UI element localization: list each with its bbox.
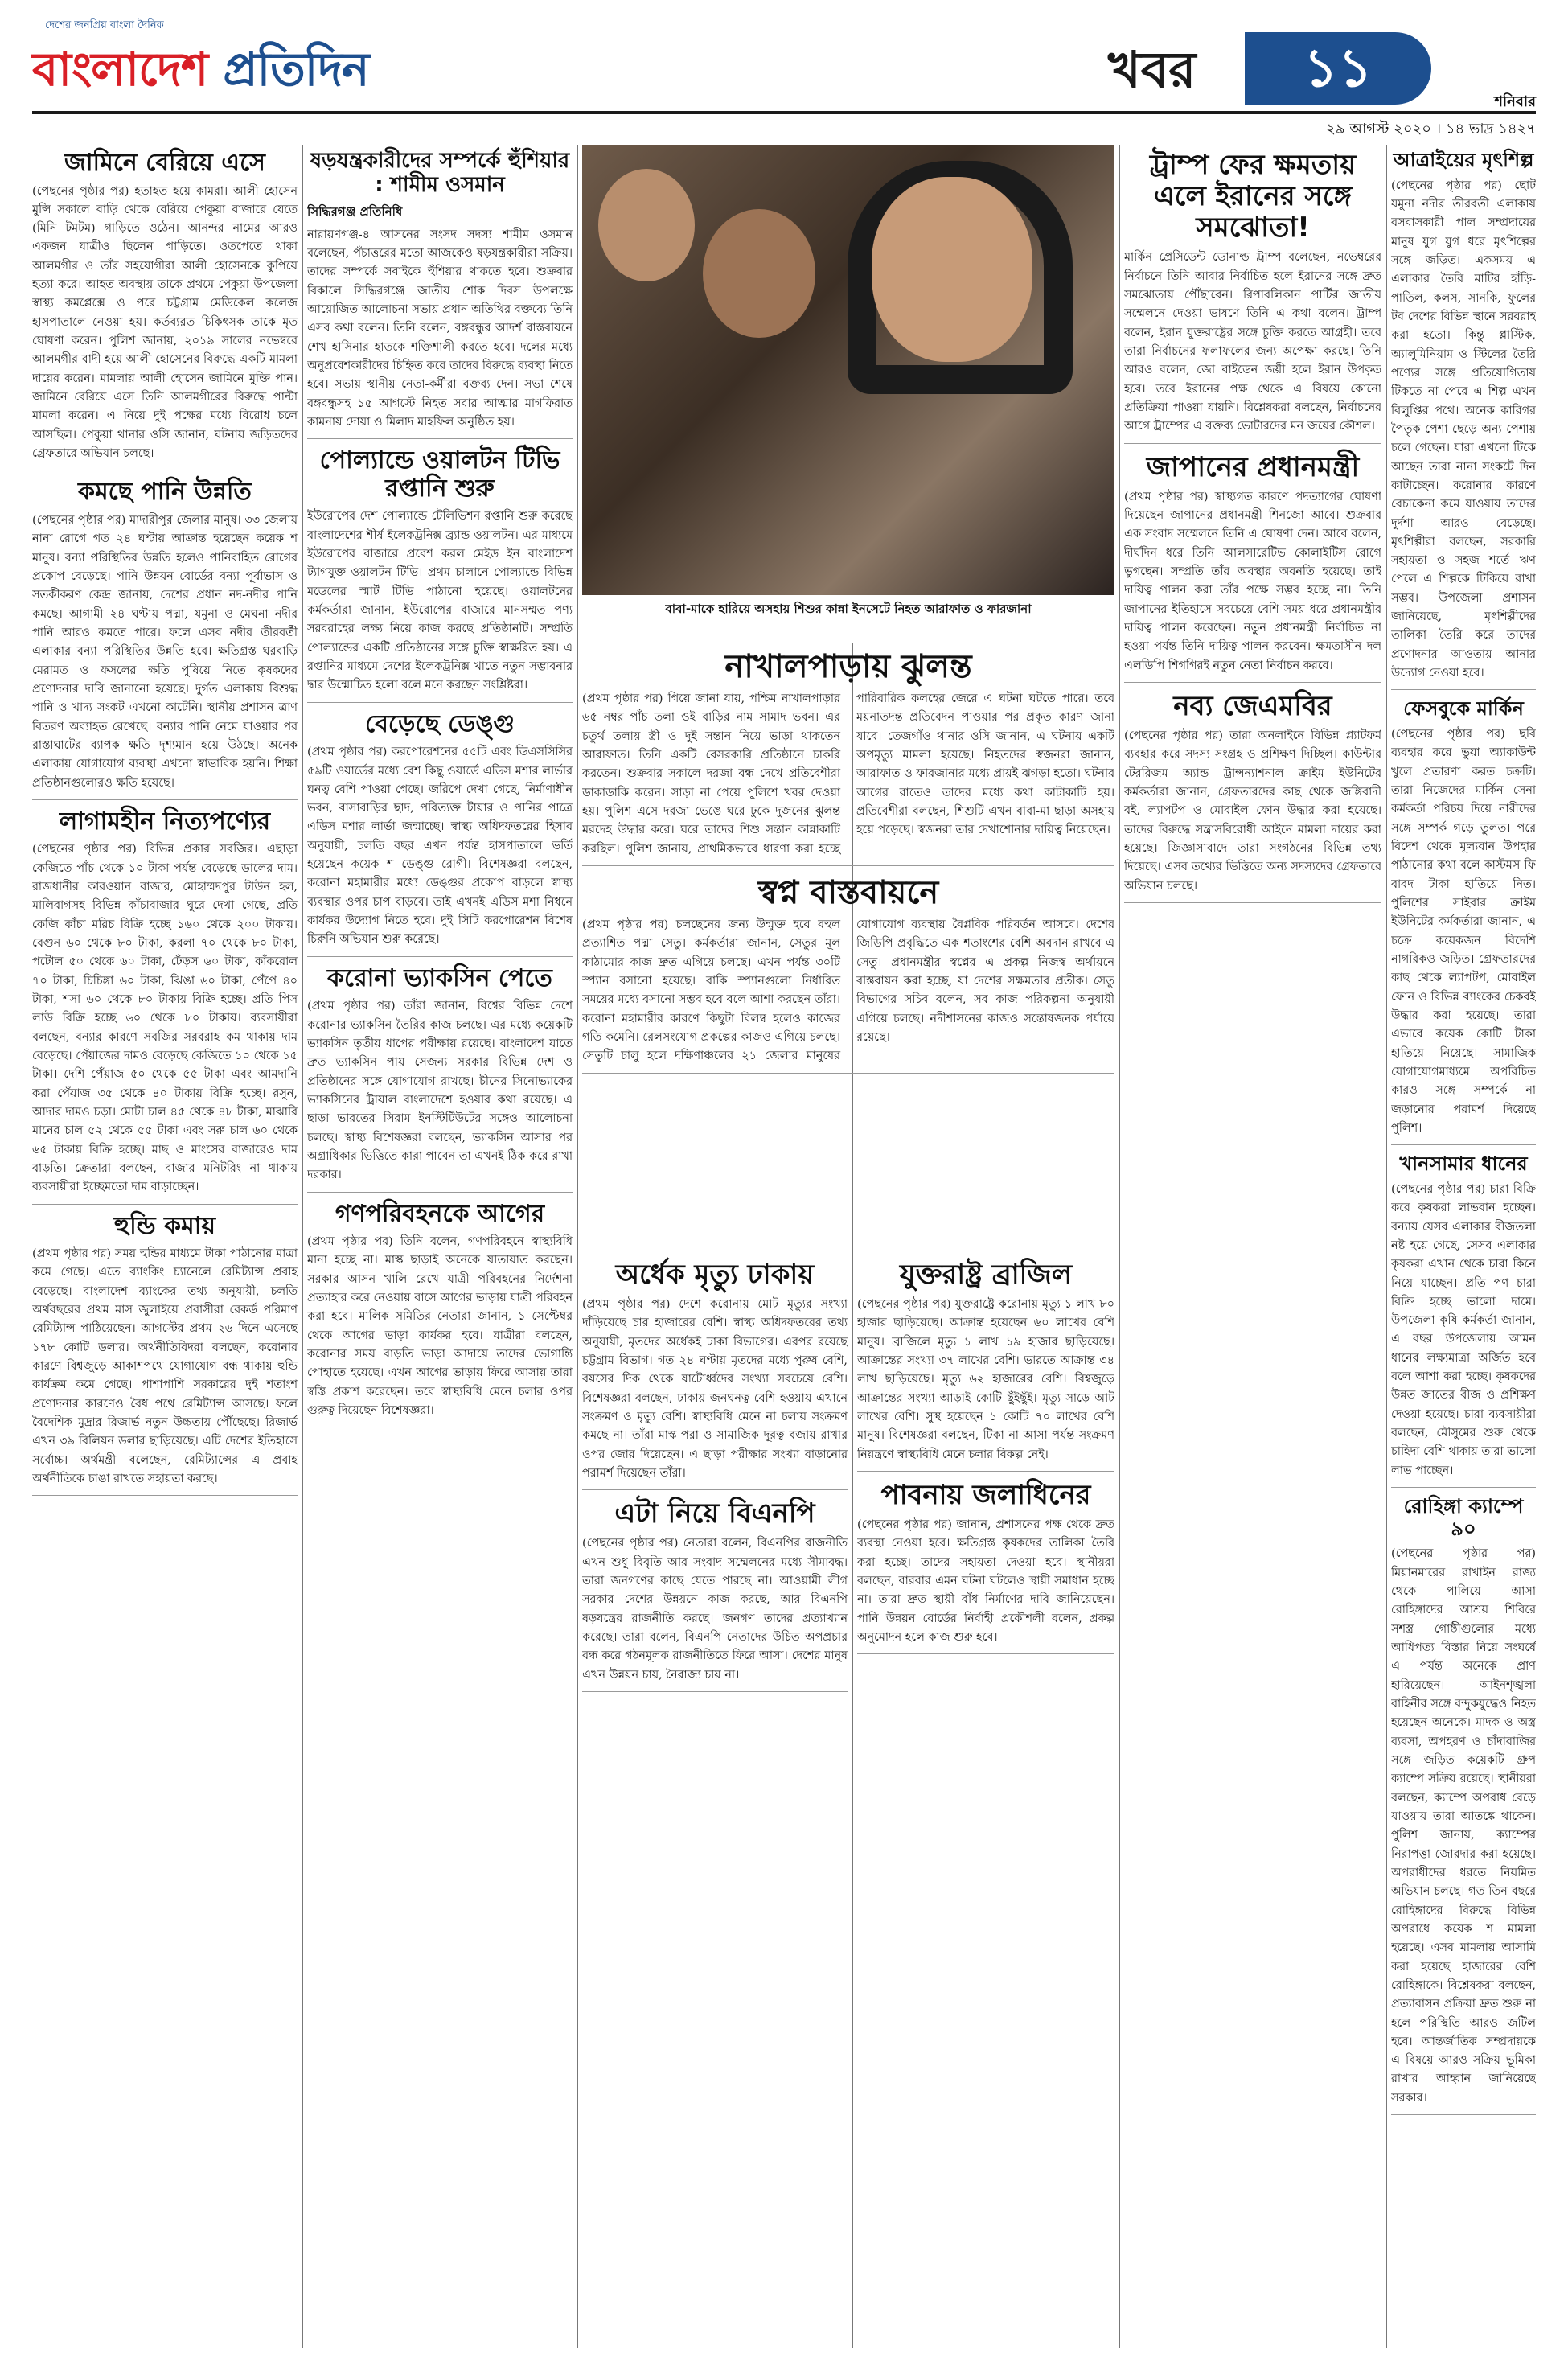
story-body: (প্রথম পৃষ্ঠার পর) করপোরেশনের ৫৫টি এবং ডিএসসিসির ৫৯টি ওয়ার্ডের মধ্যে বেশ কিছু ওয়ার্ডে এডিস মশার লার্ভার ঘনত্ব বেশি পাওয়া গেছে। জরিপে দেখা গেছে, নির্মাণাধীন ভবন, বাসাবাড়ির ছাদ, পরিত্যক্ত টায়ার ও পানির পাত্রে এডিস মশার লার্ভা জন্মাচ্ছে। স্বাস্থ্য অধিদফতরের হিসাব অনুযায়ী, চলতি বছর এখন পর্যন্ত হাসপাতালে ভর্তি হয়েছেন কয়েক শ ডেঙ্গু রোগী। বিশেষজ্ঞরা বলছেন, করোনা মহামারীর মধ্যে ডেঙ্গুর প্রকোপ বাড়লে স্বাস্থ্য ব্যবস্থার ওপর চাপ বাড়বে। তাই এখনই এডিস মশা নিধনে কার্যকর উদ্যোগ নিতে হবে। দুই সিটি করপোরেশন বিশেষ চিরুনি অভিযান শুরু করেছে। [307, 745, 573, 947]
section-label: খবর [1108, 40, 1197, 99]
page-number-badge: ১১ [1245, 32, 1431, 105]
story-trump[interactable] [1124, 150, 1381, 444]
story-poland[interactable] [307, 447, 573, 702]
photo-face-father [598, 169, 695, 281]
story-hundi[interactable] [32, 1213, 298, 1497]
nakhal-block [582, 643, 1114, 1255]
story-headline: পাবনায় জলাধিনের [880, 1479, 1091, 1512]
story-headline: যুক্তরাষ্ট্র ব্রাজিল [899, 1259, 1073, 1291]
story-headline: অর্ধেক মৃত্যু ঢাকায় [615, 1259, 815, 1291]
story-nobyo[interactable] [1124, 691, 1381, 903]
story-body: (প্রথম পৃষ্ঠার পর) স্বাস্থ্যগত কারণে পদত্যাগের ঘোষণা দিয়েছেন জাপানের প্রধানমন্ত্রী শিনজো আবে। শুক্রবার এক সংবাদ সম্মেলনে তিনি এ ঘোষণা দেন। আবে বলেন, দীর্ঘদিন ধরে তিনি আলসারেটিভ কোলাইটিস রোগে ভুগছেন। সম্প্রতি তাঁর অবস্থার অবনতি হয়েছে। তাই দায়িত্ব পালন করা তাঁর পক্ষে সম্ভব হচ্ছে না। তিনি জাপানের ইতিহাসে সবচেয়ে বেশি সময় ধরে প্রধানমন্ত্রীর দায়িত্ব পালন করেছেন। নতুন প্রধানমন্ত্রী নির্বাচিত না হওয়া পর্যন্ত তিনি দায়িত্ব পালন করবেন। ক্ষমতাসীন দল এলডিপি শিগগিরই নতুন নেতা নির্বাচন করবে। [1124, 490, 1381, 672]
column-6 [1391, 145, 1536, 2356]
story-body: (পেছনের পৃষ্ঠার পর) যুক্তরাষ্ট্রে করোনায় মৃত্যু ১ লাখ ৮০ হাজার ছাড়িয়েছে। আক্রান্ত হয়েছেন ৬০ লাখের বেশি মানুষ। ব্রাজিলে মৃত্যু ১ লাখ ১৯ হাজার ছাড়িয়েছে। আক্রান্তের সংখ্যা ৩৭ লাখের বেশি। ভারতে আক্রান্ত ৩৪ লাখ ছাড়িয়েছে। মৃত্যু ৬২ হাজারের বেশি। বিশ্বজুড়ে আক্রান্তের সংখ্যা আড়াই কোটি ছুঁইছুঁই। মৃত্যু সাড়ে আট লাখের বেশি। সুস্থ হয়েছেন ১ কোটি ৭০ লাখের বেশি মানুষ। বিশেষজ্ঞরা বলছেন, টিকা না আসা পর্যন্ত সংক্রমণ নিয়ন্ত্রণে স্বাস্থ্যবিধি মেনে চলার বিকল্প নেই। [857, 1298, 1114, 1461]
newspaper-logo[interactable] [32, 18, 378, 138]
story-body: (প্রথম পৃষ্ঠার পর) গিয়ে জানা যায়, পশ্চিম নাখালপাড়ার ৬৫ নম্বর পাঁচ তলা ওই বাড়ির নাম সামাদ ভবন। এর চতুর্থ তলায় স্ত্রী ও দুই সন্তান নিয়ে ভাড়া থাকতেন আরাফাত। তিনি একটি বেসরকারি প্রতিষ্ঠানে চাকরি করতেন। শুক্রবার সকালে দরজা বন্ধ দেখে প্রতিবেশীরা ডাকাডাকি করেন। সাড়া না পেয়ে পুলিশে খবর দেওয়া হয়। পুলিশ এসে দরজা ভেঙে ঘরে ঢুকে দুজনের ঝুলন্ত মরদেহ উদ্ধার করে। ঘরে তাদের শিশু সন্তান কান্নাকাটি করছিল। পুলিশ জানায়, প্রাথমিকভাবে ধারণা করা হচ্ছে পারিবারিক কলহের জেরে এ ঘটনা ঘটতে পারে। তবে ময়নাতদন্ত প্রতিবেদন পাওয়ার পর প্রকৃত কারণ জানা যাবে। তেজগাঁও থানার ওসি জানান, এ ঘটনায় একটি অপমৃত্যু মামলা হয়েছে। নিহতদের স্বজনরা জানান, আরাফাত ও ফারজানার মধ্যে প্রায়ই ঝগড়া হতো। ঘটনার আগের রাতেও তাদের মধ্যে কথা কাটাকাটি হয়। প্রতিবেশীরা বলছেন, শিশুটি এখন বাবা-মা ছাড়া অসহায় হয়ে পড়েছে। স্বজনরা তার দেখাশোনার দায়িত্ব নিয়েছেন। [582, 692, 1114, 856]
story-body: (পেছনের পৃষ্ঠার পর) ছোট যমুনা নদীর তীরবর্তী এলাকায় বসবাসকারী পাল সম্প্রদায়ের মানুষ যুগ যুগ ধরে মৃৎশিল্পের সঙ্গে জড়িত। একসময় এ এলাকার তৈরি মাটির হাঁড়ি-পাতিল, কলস, সানকি, ফুলের টব দেশের বিভিন্ন স্থানে সরবরাহ করা হতো। কিন্তু প্লাস্টিক, অ্যালুমিনিয়াম ও স্টিলের তৈরি পণ্যের সঙ্গে প্রতিযোগিতায় টিকতে না পেরে এ শিল্প এখন বিলুপ্তির পথে। অনেক কারিগর পৈতৃক পেশা ছেড়ে অন্য পেশায় চলে গেছেন। যারা এখনো টিকে আছেন তারা নানা সংকটে দিন কাটাচ্ছেন। করোনার কারণে বেচাকেনা কমে যাওয়ায় তাদের দুর্দশা আরও বেড়েছে। মৃৎশিল্পীরা বলছেন, সরকারি সহায়তা ও সহজ শর্তে ঋণ পেলে এ শিল্পকে টিকিয়ে রাখা সম্ভব। উপজেলা প্রশাসন জানিয়েছে, মৃৎশিল্পীদের তালিকা তৈরি করে তাদের প্রণোদনার আওতায় আনার উদ্যোগ নেওয়া হবে। [1391, 179, 1536, 680]
story-headline: জামিনে বেরিয়ে এসে [64, 149, 265, 177]
logo-wordmark [32, 34, 368, 112]
story-headline: রোহিঙ্গা ক্যাম্পে ৯০ [1403, 1495, 1524, 1540]
story-japan[interactable] [1124, 452, 1381, 683]
story-body: (পেছনের পৃষ্ঠার পর) বিভিন্ন প্রকার সবজির। এছাড়া কেজিতে পাঁচ থেকে ১০ টাকা পর্যন্ত বেড়েছে ডালের দাম। রাজধানীর কারওয়ান বাজার, মোহাম্মদপুর টাউন হল, মালিবাগসহ বিভিন্ন কাঁচাবাজার ঘুরে দেখা গেছে, প্রতি কেজি কাঁচা মরিচ বিক্রি হচ্ছে ১৬০ থেকে ২০০ টাকায়। বেগুন ৬০ থেকে ৮০ টাকা, করলা ৭০ থেকে ৮০ টাকা, পটোল ৫০ থেকে ৬০ টাকা, ঢেঁড়স ৬০ টাকা, কাঁকরোল ৭০ টাকা, চিচিঙ্গা ৬০ টাকা, ঝিঙা ৬০ টাকা, পেঁপে ৪০ টাকা, শসা ৬০ থেকে ৮০ টাকায় বিক্রি হচ্ছে। প্রতি পিস লাউ বিক্রি হচ্ছে ৬০ থেকে ৮০ টাকায়। ব্যবসায়ীরা বলছেন, বন্যার কারণে সবজির সরবরাহ কম থাকায় দাম বেড়েছে। পেঁয়াজের দামও বেড়েছে কেজিতে ১০ থেকে ১৫ টাকা। দেশি পেঁয়াজ ৫০ থেকে ৫৫ টাকা এবং আমদানি করা পেঁয়াজ ৩৫ থেকে ৪০ টাকায় বিক্রি হচ্ছে। রসুন, আদার দামও চড়া। মোটা চাল ৪৫ থেকে ৪৮ টাকা, মাঝারি মানের চাল ৫২ থেকে ৫৫ টাকা এবং সরু চাল ৬০ থেকে ৬৫ টাকায় বিক্রি হচ্ছে। মাছ ও মাংসের বাজারেও দাম বাড়তি। ক্রেতারা বলছেন, বাজার মনিটরিং না থাকায় ব্যবসায়ীরা ইচ্ছেমতো দাম বাড়াচ্ছেন। [32, 843, 298, 1194]
column-3 [582, 1255, 848, 2356]
story-headline: লাগামহীন নিত্যপণ্যের [59, 807, 271, 836]
issue-day: শনিবার [1494, 93, 1536, 110]
story-body: (প্রথম পৃষ্ঠার পর) চলছেনের জন্য উন্মুক্ত হবে বহুল প্রত্যাশিত পদ্মা সেতু। কর্মকর্তারা জানান, সেতুর মূল কাঠামোর কাজ দ্রুত এগিয়ে চলছে। এখন পর্যন্ত ৩০টি স্প্যান বসানো হয়েছে। বাকি স্প্যানগুলো নির্ধারিত সময়ের মধ্যে বসানো সম্ভব হবে বলে আশা করছেন তাঁরা। করোনা মহামারীর কারণে কিছুটা বিলম্ব হলেও কাজের গতি কমেনি। রেলসংযোগ প্রকল্পের কাজও এগিয়ে চলছে। সেতুটি চালু হলে দক্ষিণাঞ্চলের ২১ জেলার মানুষের যোগাযোগ ব্যবস্থায় বৈপ্লবিক পরিবর্তন আসবে। দেশের জিডিপি প্রবৃদ্ধিতে এক শতাংশের বেশি অবদান রাখবে এ সেতু। প্রধানমন্ত্রীর স্বপ্নের এ প্রকল্প নিজস্ব অর্থায়নে বাস্তবায়ন করা হচ্ছে, যা দেশের সক্ষমতার প্রতীক। সেতু বিভাগের সচিব বলেন, সব কাজ পরিকল্পনা অনুযায়ী এগিয়ে চলছে। নদীশাসনের কাজও সন্তোষজনক পর্যায়ে রয়েছে। [582, 918, 1114, 1063]
story-body: (পেছনের পৃষ্ঠার পর) ছবি ব্যবহার করে ভুয়া অ্যাকাউন্ট খুলে প্রতারণা করত চক্রটি। তারা নিজেদের মার্কিন সেনা কর্মকর্তা পরিচয় দিয়ে নারীদের সঙ্গে সম্পর্ক গড়ে তুলত। পরে বিদেশ থেকে মূল্যবান উপহার পাঠানোর কথা বলে কাস্টমস ফি বাবদ টাকা হাতিয়ে নিত। পুলিশের সাইবার ক্রাইম ইউনিটের কর্মকর্তারা জানান, এ চক্রে কয়েকজন বিদেশি নাগরিকও জড়িত। গ্রেফতারদের কাছ থেকে ল্যাপটপ, মোবাইল ফোন ও বিভিন্ন ব্যাংকের চেকবই উদ্ধার করা হয়েছে। তারা এভাবে কয়েক কোটি টাকা হাতিয়ে নিয়েছে। সামাজিক যোগাযোগমাধ্যমে অপরিচিত কারও সঙ্গে সম্পর্কে না জড়ানোর পরামর্শ দিয়েছে পুলিশ। [1391, 728, 1536, 1135]
photo-caption: বাবা-মাকে হারিয়ে অসহায় শিশুর কান্না ইনসেটে নিহত আরাফাত ও ফারজানা [665, 602, 1032, 616]
story-headline: স্বপ্ন বাস্তবায়নে [757, 873, 939, 911]
story-ordhek[interactable] [582, 1259, 848, 1490]
column-4 [857, 1255, 1114, 2356]
story-headline: পোল্যান্ডে ওয়ালটন টিভি রপ্তানি শুরু [319, 446, 560, 503]
column-divider [302, 145, 303, 2348]
story-brazil[interactable] [857, 1259, 1114, 1472]
story-body: (পেছনের পৃষ্ঠার পর) মিয়ানমারের রাখাইন রাজ্য থেকে পালিয়ে আসা রোহিঙ্গাদের আশ্রয় শিবিরে সশস্ত্র গোষ্ঠীগুলোর মধ্যে আধিপত্য বিস্তার নিয়ে সংঘর্ষে এ পর্যন্ত অনেকে প্রাণ হারিয়েছেন। আইনশৃঙ্খলা বাহিনীর সঙ্গে বন্দুকযুদ্ধেও নিহত হয়েছেন অনেকে। মাদক ও অস্ত্র ব্যবসা, অপহরণ ও চাঁদাবাজির সঙ্গে জড়িত কয়েকটি গ্রুপ ক্যাম্পে সক্রিয় রয়েছে। স্থানীয়রা বলছেন, ক্যাম্পে অপরাধ বেড়ে যাওয়ায় তারা আতঙ্কে থাকেন। পুলিশ জানায়, ক্যাম্পের নিরাপত্তা জোরদার করা হয়েছে। অপরাধীদের ধরতে নিয়মিত অভিযান চলছে। গত তিন বছরে রোহিঙ্গাদের বিরুদ্ধে বিভিন্ন অপরাধে কয়েক শ মামলা হয়েছে। এসব মামলায় আসামি করা হয়েছে হাজারের বেশি রোহিঙ্গাকে। বিশ্লেষকরা বলছেন, প্রত্যাবাসন প্রক্রিয়া দ্রুত শুরু না হলে পরিস্থিতি আরও জটিল হবে। আন্তর্জাতিক সম্প্রদায়কে এ বিষয়ে আরও সক্রিয় ভূমিকা রাখার আহ্বান জানিয়েছে সরকার। [1391, 1547, 1536, 2105]
photo-face-mother [703, 209, 815, 338]
masthead [0, 0, 1568, 145]
story-body: (পেছনের পৃষ্ঠার পর) হতাহত হয়ে কামরা। আলী হোসেন মুন্সি সকালে বাড়ি থেকে বেরিয়ে পেকুয়া বাজারে যেতে (মিনি টমটম) গাড়িতে ওঠেন। আনন্দর নামের আরও একজন যাত্রীও ছিলেন গাড়িতে। ওতপেতে থাকা আলমগীর ও তাঁর সহযোগীরা আলী হোসেনকে কুপিয়ে হত্যা করে। আহত অবস্থায় তাকে প্রথমে পেকুয়া উপজেলা স্বাস্থ্য কমপ্লেক্সে ও পরে চট্টগ্রাম মেডিকেল কলেজ হাসপাতালে নেওয়া হয়। কর্তব্যরত চিকিৎসক তাকে মৃত ঘোষণা করেন। পুলিশ জানায়, ২০১৯ সালের নভেম্বরে আলমগীর বাদী হয়ে আলী হোসেনের বিরুদ্ধে একটি মামলা দায়ের করেন। মামলায় আলী হোসেন জামিনে মুক্তি পান। জামিনে বেরিয়ে এসে তিনি আলমগীরের বিরুদ্ধে পাল্টা মামলা করেন। এ নিয়ে দুই পক্ষের মধ্যে বিরোধ চলে আসছিল। পেকুয়া থানার ওসি জানান, ঘটনায় জড়িতদের গ্রেফতারে অভিযান চলছে। [32, 184, 298, 461]
masthead-rule [32, 111, 1536, 114]
story-body: ইউরোপের দেশ পোল্যান্ডে টেলিভিশন রপ্তানি শুরু করেছে বাংলাদেশের শীর্ষ ইলেকট্রনিক্স ব্র্যান্ড ওয়ালটন। এর মাধ্যমে ইউরোপের বাজারে প্রবেশ করল মেইড ইন বাংলাদেশ ট্যাগযুক্ত ওয়ালটন টিভি। প্রথম চালানে পোল্যান্ডে বিভিন্ন মডেলের স্মার্ট টিভি পাঠানো হয়েছে। ওয়ালটনের কর্মকর্তারা জানান, ইউরোপের বাজারে মানসম্মত পণ্য সরবরাহের লক্ষ্য নিয়ে কাজ করছে প্রতিষ্ঠানটি। সম্প্রতি পোল্যান্ডের একটি প্রতিষ্ঠানের সঙ্গে চুক্তি স্বাক্ষরিত হয়। এ রপ্তানির মাধ্যমে দেশের ইলেকট্রনিক্স খাতে নতুন সম্ভাবনার দ্বার উন্মোচিত হলো বলে মনে করছেন সংশ্লিষ্টরা। [307, 510, 573, 692]
news-photo[interactable] [582, 145, 1114, 595]
story-headline: নাখালপাড়ায় ঝুলন্ত [724, 648, 972, 685]
story-body: নারায়ণগঞ্জ-৪ আসনের সংসদ সদস্য শামীম ওসমান বলেছেন, পঁচাত্তরের মতো আজকেও ষড়যন্ত্রকারীরা সক্রিয়। তাদের সম্পর্কে সবাইকে হুঁশিয়ার থাকতে হবে। শুক্রবার বিকালে সিদ্ধিরগঞ্জে জাতীয় শোক দিবস উপলক্ষে আয়োজিত আলোচনা সভায় প্রধান অতিথির বক্তব্যে তিনি এসব কথা বলেন। তিনি বলেন, বঙ্গবন্ধুর আদর্শ বাস্তবায়নে শেখ হাসিনার হাতকে শক্তিশালী করতে হবে। দলের মধ্যে অনুপ্রবেশকারীদের চিহ্নিত করে তাদের বিরুদ্ধে ব্যবস্থা নিতে হবে। সভায় স্থানীয় নেতা-কর্মীরা বক্তব্য দেন। সভা শেষে বঙ্গবন্ধুসহ ১৫ আগস্টে নিহত সবার আত্মার মাগফিরাত কামনায় দোয়া ও মিলাদ মাহফিল অনুষ্ঠিত হয়। [307, 228, 573, 429]
story-headline: ষড়যন্ত্রকারীদের সম্পর্কে হুঁশিয়ার : শামীম ওসমান [310, 149, 570, 197]
story-atrai[interactable] [1391, 150, 1536, 690]
story-facebook[interactable] [1391, 698, 1536, 1145]
story-body: (প্রথম পৃষ্ঠার পর) সময় হুন্ডির মাধ্যমে টাকা পাঠানোর মাত্রা কমে গেছে। এতে ব্যাংকিং চ্যানেলে রেমিট্যান্স প্রবাহ বেড়েছে। বাংলাদেশ ব্যাংকের তথ্য অনুযায়ী, চলতি অর্থবছরের প্রথম মাস জুলাইয়ে প্রবাসীরা রেকর্ড পরিমাণ রেমিট্যান্স পাঠিয়েছেন। আগস্টের প্রথম ২৬ দিনে এসেছে ১৭৮ কোটি ডলার। অর্থনীতিবিদরা বলছেন, করোনার কারণে বিশ্বজুড়ে আকাশপথে যোগাযোগ বন্ধ থাকায় হুন্ডি কার্যক্রম কমে গেছে। পাশাপাশি সরকারের দুই শতাংশ প্রণোদনার কারণেও বৈধ পথে রেমিট্যান্স আসছে। ফলে বৈদেশিক মুদ্রার রিজার্ভ নতুন উচ্চতায় পৌঁছেছে। রিজার্ভ এখন ৩৯ বিলিয়ন ডলার ছাড়িয়েছে। এটি দেশের ইতিহাসে সর্বোচ্চ। অর্থমন্ত্রী বলেছেন, রেমিট্যান্সের এ প্রবাহ অর্থনীতিকে চাঙা রাখতে সহায়তা করছে। [32, 1247, 298, 1486]
story-body: (পেছনের পৃষ্ঠার পর) জানান, প্রশাসনের পক্ষ থেকে দ্রুত ব্যবস্থা নেওয়া হবে। ক্ষতিগ্রস্ত কৃষকদের তালিকা তৈরি করা হচ্ছে। তাদের সহায়তা দেওয়া হবে। স্থানীয়রা বলছেন, বারবার এমন ঘটনা ঘটলেও স্থায়ী সমাধান হচ্ছে না। তারা দ্রুত স্থায়ী বাঁধ নির্মাণের দাবি জানিয়েছেন। পানি উন্নয়ন বোর্ডের নির্বাহী প্রকৌশলী বলেন, প্রকল্প অনুমোদন হলে কাজ শুরু হবে। [857, 1518, 1114, 1645]
story-shamim[interactable] [307, 150, 573, 439]
story-komche[interactable] [32, 478, 298, 799]
story-headline: বেড়েছে ডেঙ্গু [365, 709, 515, 738]
story-vaccine[interactable] [307, 965, 573, 1193]
story-body: মার্কিন প্রেসিডেন্ট ডোনাল্ড ট্রাম্প বলেছেন, নভেম্বরের নির্বাচনে তিনি আবার নির্বাচিত হলে ইরানের সঙ্গে দ্রুত সমঝোতায় পৌঁছাবেন। রিপাবলিকান পার্টির জাতীয় সম্মেলনে দেওয়া ভাষণে তিনি এ কথা বলেন। ট্রাম্প বলেন, ইরান যুক্তরাষ্ট্রের সঙ্গে চুক্তি করতে আগ্রহী। তবে তারা নির্বাচনের ফলাফলের জন্য অপেক্ষা করছে। তিনি আরও বলেন, জো বাইডেন জয়ী হলে ইরান উপকৃত হবে। তবে ইরানের পক্ষ থেকে এ বিষয়ে কোনো প্রতিক্রিয়া পাওয়া যায়নি। বিশ্লেষকরা বলছেন, নির্বাচনের আগে ট্রাম্পের এ বক্তব্য ভোটারদের মন জয়ের কৌশল। [1124, 251, 1381, 433]
column-divider [1386, 145, 1387, 2348]
story-khansama[interactable] [1391, 1153, 1536, 1488]
photo-block [582, 145, 1114, 635]
column-2 [307, 145, 573, 2356]
story-body: (পেছনের পৃষ্ঠার পর) চারা বিক্রি করে কৃষকরা লাভবান হচ্ছেন। বন্যায় যেসব এলাকার বীজতলা নষ্ট হয়ে গেছে, সেসব এলাকার কৃষকরা এখান থেকে চারা কিনে নিয়ে যাচ্ছেন। প্রতি পণ চারা বিক্রি হচ্ছে ভালো দামে। উপজেলা কৃষি কর্মকর্তা জানান, এ বছর উপজেলায় আমন ধানের লক্ষ্যমাত্রা অর্জিত হবে বলে আশা করা হচ্ছে। কৃষকদের উন্নত জাতের বীজ ও প্রশিক্ষণ দেওয়া হয়েছে। চারা ব্যবসায়ীরা বলছেন, মৌসুমের শুরু থেকে চাহিদা বেশি থাকায় তারা ভালো লাভ পাচ্ছেন। [1391, 1182, 1536, 1477]
story-headline: খানসামার ধানের [1399, 1152, 1528, 1176]
story-nakhal[interactable] [582, 648, 1114, 866]
story-rohingya[interactable] [1391, 1496, 1536, 2115]
story-headline: হুন্ডি কমায় [113, 1211, 216, 1240]
column-1 [32, 145, 298, 2356]
story-headline: এটা নিয়ে বিএনপি [614, 1497, 815, 1530]
story-headline: কমছে পানি উন্নতি [78, 478, 252, 507]
story-body: (প্রথম পৃষ্ঠার পর) দেশে করোনায় মোট মৃত্যুর সংখ্যা দাঁড়িয়েছে চার হাজারের বেশি। স্বাস্থ্য অধিদফতরের তথ্য অনুযায়ী, মৃতদের অর্ধেকই ঢাকা বিভাগের। এরপর রয়েছে চট্টগ্রাম বিভাগ। গত ২৪ ঘণ্টায় মৃতদের মধ্যে পুরুষ বেশি, বয়সের দিক থেকে ষাটোর্ধ্বদের সংখ্যা সবচেয়ে বেশি। বিশেষজ্ঞরা বলছেন, ঢাকায় জনঘনত্ব বেশি হওয়ায় এখানে সংক্রমণ ও মৃত্যু বেশি। স্বাস্থ্যবিধি মেনে না চলায় সংক্রমণ কমছে না। তাঁরা মাস্ক পরা ও সামাজিক দূরত্ব বজায় রাখার ওপর জোর দিয়েছেন। এ ছাড়া পরীক্ষার সংখ্যা বাড়ানোর পরামর্শ দিয়েছেন তাঁরা। [582, 1298, 848, 1481]
column-divider [1119, 145, 1120, 2348]
story-headline: ট্রাম্প ফের ক্ষমতায় এলে ইরানের সঙ্গে সমঝোতা! [1149, 149, 1357, 244]
story-headline: করোনা ভ্যাকসিন পেতে [327, 963, 552, 992]
story-headline: ফেসবুকে মার্কিন [1403, 697, 1524, 721]
photo-face-child [872, 177, 1032, 362]
story-headline: নব্য জেএমবির [1173, 689, 1332, 722]
story-jamin[interactable] [32, 150, 298, 470]
logo-part2: প্রতিদিন [223, 42, 369, 97]
issue-date: ২৯ আগস্ট ২০২০ । ১৪ ভাদ্র ১৪২৭ [1326, 121, 1536, 138]
story-swapna[interactable] [582, 874, 1114, 1074]
story-body: (প্রথম পৃষ্ঠার পর) তাঁরা জানান, বিশ্বের বিভিন্ন দেশে করোনার ভ্যাকসিন তৈরির কাজ চলছে। এর মধ্যে কয়েকটি ভ্যাকসিন তৃতীয় ধাপের পরীক্ষায় রয়েছে। বাংলাদেশ যাতে দ্রুত ভ্যাকসিন পায় সেজন্য সরকার বিভিন্ন দেশ ও প্রতিষ্ঠানের সঙ্গে যোগাযোগ রাখছে। চীনের সিনোভ্যাকের ভ্যাকসিনের ট্রায়াল বাংলাদেশে হওয়ার কথা রয়েছে। এ ছাড়া ভারতের সিরাম ইনস্টিটিউটের সঙ্গেও আলোচনা চলছে। স্বাস্থ্য বিশেষজ্ঞরা বলছেন, ভ্যাকসিন আসার পর অগ্রাধিকার ভিত্তিতে কারা পাবেন তা এখনই ঠিক করে রাখা দরকার। [307, 1000, 573, 1182]
story-headline: আত্রাইয়ের মৃৎশিল্প [1393, 149, 1534, 171]
story-body: (পেছনের পৃষ্ঠার পর) তারা অনলাইনে বিভিন্ন প্ল্যাটফর্ম ব্যবহার করে সদস্য সংগ্রহ ও প্রশিক্ষণ দিচ্ছিল। কাউন্টার টেররিজম অ্যান্ড ট্রান্সন্যাশনাল ক্রাইম ইউনিটের কর্মকর্তারা জানান, গ্রেফতারদের কাছ থেকে জঙ্গিবাদী বই, ল্যাপটপ ও মোবাইল ফোন উদ্ধার করা হয়েছে। তাদের বিরুদ্ধে সন্ত্রাসবিরোধী আইনে মামলা দায়ের করা হয়েছে। জিজ্ঞাসাবাদে তারা সংগঠনের বিভিন্ন তথ্য দিয়েছে। এসব তথ্যের ভিত্তিতে অন্য সদস্যদের গ্রেফতারে অভিযান চলছে। [1124, 729, 1381, 893]
story-body: (প্রথম পৃষ্ঠার পর) তিনি বলেন, গণপরিবহনে স্বাস্থ্যবিধি মানা হচ্ছে না। মাস্ক ছাড়াই অনেকে যাতায়াত করছেন। সরকার আসন খালি রেখে যাত্রী পরিবহনের নির্দেশনা প্রত্যাহার করে নেওয়ায় বাসে আগের ভাড়ায় যাত্রী পরিবহন করা হবে। মালিক সমিতির নেতারা জানান, ১ সেপ্টেম্বর থেকে আগের ভাড়া কার্যকর হবে। যাত্রীরা বলছেন, করোনার সময় বাড়তি ভাড়া আদায়ে তাদের ভোগান্তি পোহাতে হয়েছে। এখন আগের ভাড়ায় ফিরে আসায় তারা স্বস্তি প্রকাশ করেছেন। তবে স্বাস্থ্যবিধি মেনে চলার ওপর গুরুত্ব দিয়েছেন বিশেষজ্ঞরা। [307, 1235, 573, 1418]
story-gono[interactable] [307, 1201, 573, 1428]
story-lagam[interactable] [32, 808, 298, 1205]
story-dengu[interactable] [307, 711, 573, 957]
story-body: (পেছনের পৃষ্ঠার পর) মাদারীপুর জেলার মানুষ। ৩৩ জেলায় নানা রোগে গত ২৪ ঘণ্টায় আক্রান্ত হয়েছেন কয়েক শ মানুষ। বন্যা পরিস্থিতির উন্নতি হলেও পানিবাহিত রোগের প্রকোপ বেড়েছে। পানি উন্নয়ন বোর্ডের বন্যা পূর্বাভাস ও সতর্কীকরণ কেন্দ্র জানায়, দেশের প্রধান নদ-নদীর পানি কমছে। আগামী ২৪ ঘণ্টায় পদ্মা, যমুনা ও মেঘনা নদীর পানি আরও কমতে পারে। ফলে এসব নদীর তীরবর্তী এলাকার বন্যা পরিস্থিতির উন্নতি হবে। ক্ষতিগ্রস্ত ঘরবাড়ি মেরামত ও ফসলের ক্ষতি পুষিয়ে নিতে কৃষকদের প্রণোদনার দাবি জানানো হয়েছে। দুর্গত এলাকায় বিশুদ্ধ পানি ও খাদ্য সংকট এখনো কাটেনি। স্থানীয় প্রশাসন ত্রাণ বিতরণ অব্যাহত রেখেছে। বন্যার পানি নেমে যাওয়ার পর রাস্তাঘাটের ব্যাপক ক্ষতি দৃশ্যমান হয়ে উঠছে। অনেক এলাকায় যোগাযোগ ব্যবস্থা এখনো স্বাভাবিক হয়নি। শিক্ষা প্রতিষ্ঠানগুলোরও ক্ষতি হয়েছে। [32, 513, 298, 790]
story-byline: সিদ্ধিরগঞ্জ প্রতিনিধি [307, 203, 403, 219]
story-headline: গণপরিবহনকে আগের [335, 1199, 545, 1228]
logo-part1: বাংলাদেশ [32, 42, 224, 97]
logo-tagline: দেশের জনপ্রিয় বাংলা দৈনিক [45, 19, 164, 31]
story-body: (পেছনের পৃষ্ঠার পর) নেতারা বলেন, বিএনপির রাজনীতি এখন শুধু বিবৃতি আর সংবাদ সম্মেলনের মধ্যে সীমাবদ্ধ। তারা জনগণের কাছে যেতে পারছে না। আওয়ামী লীগ সরকার দেশের উন্নয়নে কাজ করছে, আর বিএনপি ষড়যন্ত্রের রাজনীতি করছে। জনগণ তাদের প্রত্যাখ্যান করেছে। তারা বলেন, বিএনপি নেতাদের উচিত অপপ্রচার বন্ধ করে গঠনমূলক রাজনীতিতে ফিরে আসা। দেশের মানুষ এখন উন্নয়ন চায়, নৈরাজ্য চায় না। [582, 1537, 848, 1682]
column-divider [577, 145, 578, 2348]
story-headline: জাপানের প্রধানমন্ত্রী [1146, 450, 1360, 483]
story-eta[interactable] [582, 1498, 848, 1692]
story-pabna[interactable] [857, 1480, 1114, 1654]
column-5 [1124, 145, 1381, 2356]
